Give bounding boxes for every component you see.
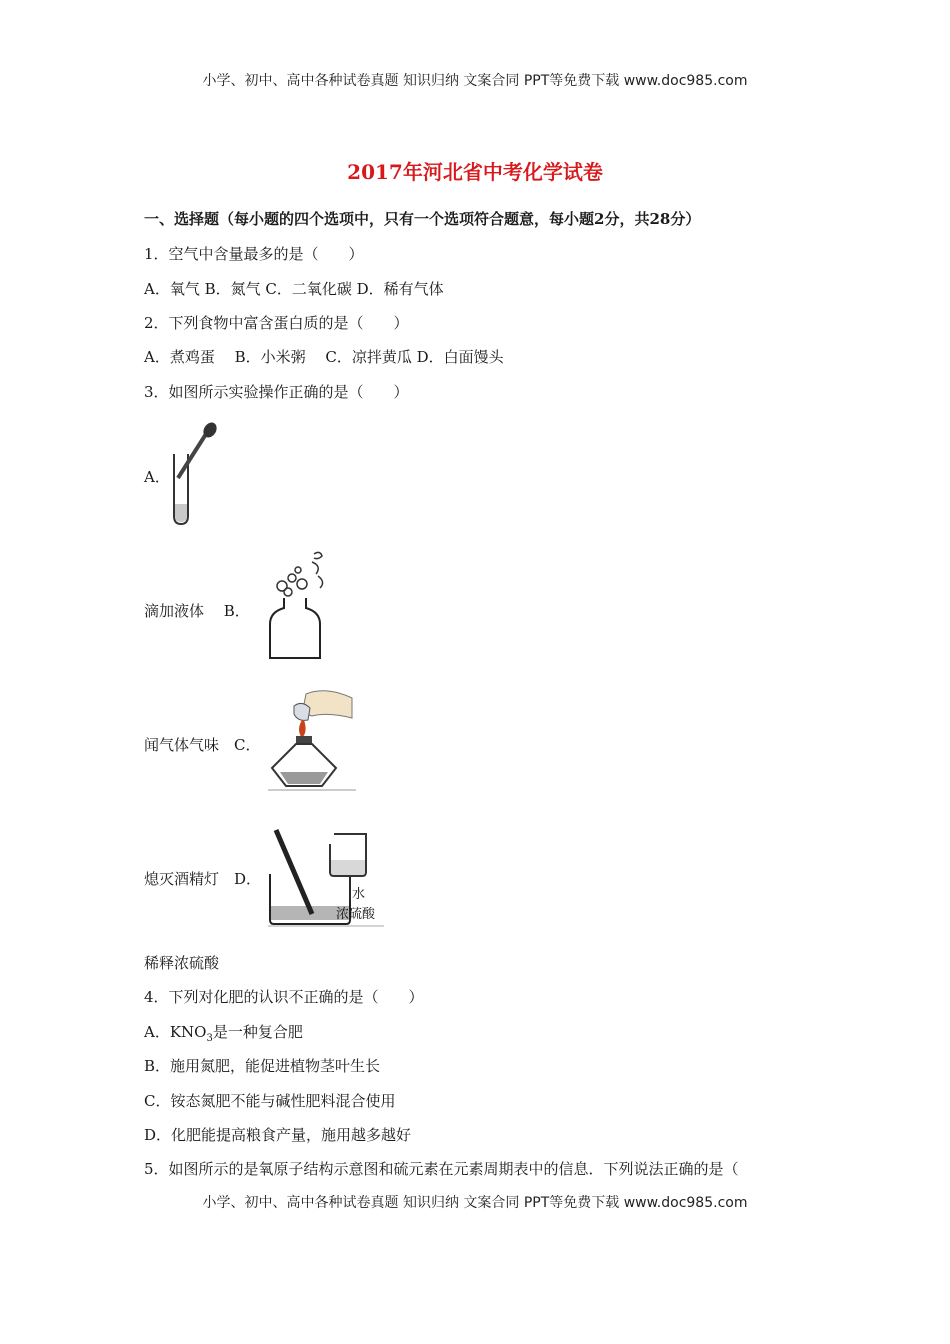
option-a-subscript: 3 (206, 1033, 213, 1044)
question-3-c-caption-d-letter: 熄灭酒精灯 D． (144, 870, 262, 888)
water-label: 水 (352, 887, 366, 902)
smelling-gas-bottle-figure (262, 548, 338, 663)
question-2-options: A．煮鸡蛋 B．小米粥 C．凉拌黄瓜 D．白面馒头 (144, 348, 504, 366)
question-5-stem: 5．如图所示的是氧原子结构示意图和硫元素在元素周期表中的信息．下列说法正确的是（ (144, 1160, 739, 1178)
question-4-option-b: B．施用氮肥，能促进植物茎叶生长 (144, 1057, 381, 1075)
question-4-stem: 4．下列对化肥的认识不正确的是（ ） (144, 988, 424, 1006)
question-1-options: A．氧气 B．氮气 C．二氧化碳 D．稀有气体 (144, 280, 444, 298)
question-1-stem: 1．空气中含量最多的是（ ） (144, 245, 364, 263)
page-header: 小学、初中、高中各种试卷真题 知识归纳 文案合同 PPT等免费下载 www.doc985.com (202, 73, 748, 89)
question-4-option-d: D．化肥能提高粮食产量，施用越多越好 (144, 1126, 412, 1144)
acid-label: 浓硫酸 (336, 907, 376, 922)
alcohol-lamp-cap-figure (266, 686, 356, 794)
option-a-prefix: A．KNO (144, 1023, 207, 1041)
option-a-suffix: 是一种复合肥 (212, 1023, 303, 1041)
question-2-stem: 2．下列食物中富含蛋白质的是（ ） (144, 314, 409, 332)
question-3-a-caption-b-letter: 滴加液体 B． (144, 602, 250, 620)
question-3-b-caption-c-letter: 闻气体气味 C． (144, 736, 261, 754)
question-3-option-a-letter: A． (144, 468, 170, 486)
question-4-option-c: C．铵态氮肥不能与碱性肥料混合使用 (144, 1092, 396, 1110)
section-heading: 一、选择题（每小题的四个选项中，只有一个选项符合题意，每小题2分，共28分） (144, 210, 701, 228)
question-4-option-a (144, 1021, 303, 1044)
question-3-d-caption: 稀释浓硫酸 (144, 954, 220, 972)
exam-title: 2017年河北省中考化学试卷 (347, 160, 603, 184)
dropper-test-tube-figure (164, 420, 226, 526)
diluting-acid-figure (266, 824, 386, 928)
page-footer: 小学、初中、高中各种试卷真题 知识归纳 文案合同 PPT等免费下载 www.doc985.com (202, 1195, 748, 1211)
question-3-stem: 3．如图所示实验操作正确的是（ ） (144, 383, 409, 401)
